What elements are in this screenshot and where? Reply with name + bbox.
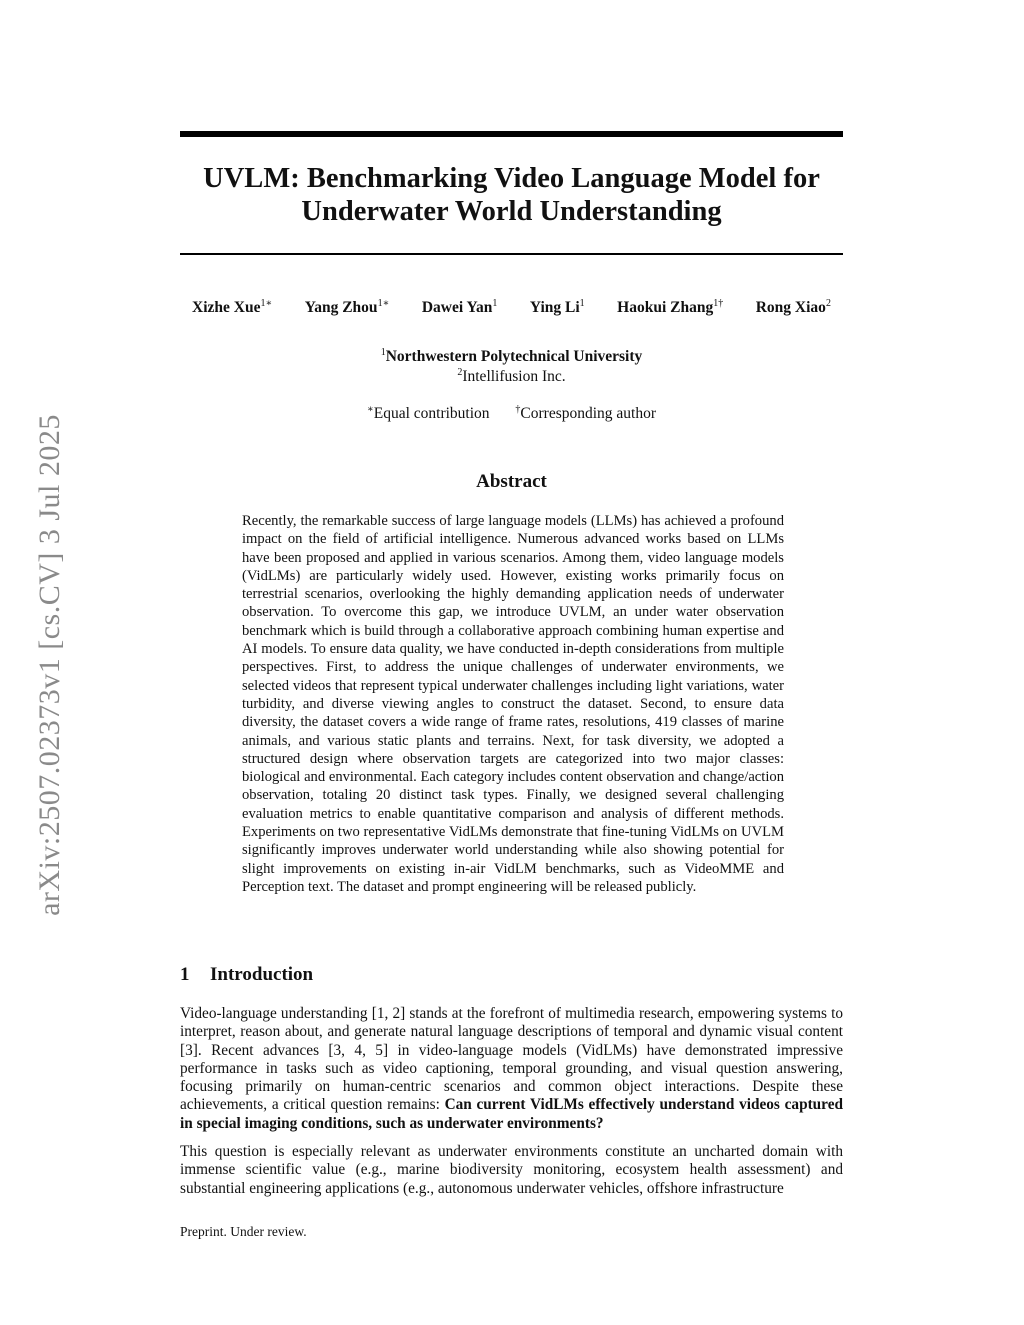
- title-bottom-rule: [180, 253, 843, 255]
- section-title: Introduction: [210, 964, 314, 985]
- author-list: [180, 298, 843, 317]
- abstract-text: Recently, the remarkable success of large language models (LLMs) has achieved a profound impact on the field of artificial intelligence. Numerous advanced works based on LLMs have been proposed and applied in various scenarios. Among them, video language models (VidLMs) are particularly widely used. However, existing works primarily focus on terrestrial scenarios, overlooking the highly demanding application needs of underwater observation. To overcome this gap, we introduce UVLM, an under water observation benchmark which is build through a collaborative approach combining human expertise and AI models. To ensure data quality, we have conducted in-depth considerations from multiple perspectives. First, to address the unique challenges of underwater environments, we selected videos that represent typical underwater challenges including light variations, water turbidity, and diverse viewing angles to construct the dataset. Second, to ensure data diversity, the dataset covers a wide range of frame rates, resolutions, 419 classes of marine animals, and various static plants and terrains. Next, for task diversity, we adopted a structured design where observation targets are categorized into two major classes: biological and environmental. Each category includes content observation and change/action observation, totaling 20 distinct task types. Finally, we designed several challenging evaluation metrics to enable quantitative comparison and analysis of different methods. Experiments on two representative VidLMs demonstrate that fine-tuning VidLMs on UVLM significantly improves underwater world understanding while also showing potential for slight improvements on existing in-air VidLM benchmarks, such as VideoMME and Perception text. The dataset and prompt engineering will be released publicly.: [242, 513, 784, 895]
- paper-title: [180, 162, 843, 228]
- author: Ying Li$^1$: [529, 298, 585, 317]
- corresponding-author-note: †Corresponding author: [515, 404, 657, 423]
- intro-paragraph-1: Video-language understanding [1, 2] stands at the forefront of multimedia research, empowering systems to interpret, reason about, and generate natural language descriptions of temporal and dynamic visual content [3]. Recent advances [3, 4, 5] in video-language models (VidLMs) have demonstrated impressive performance in tasks such as video captioning, temporal grounding, and visual question answering, focusing primarily on human-centric scenarios and common object interactions. Despite these achievements, a critical question remains: Can current VidLMs effectively understand videos captured in special imaging conditions, such as underwater environments?: [180, 1005, 843, 1132]
- author: Xizhe Xue$^{1∗}$: [192, 298, 273, 317]
- affiliation-1: $^1$Northwestern Polytechnical University: [380, 347, 643, 366]
- key-question: Can current VidLMs effectively understand videos captured in special imaging conditions, such as underwater environments?: [180, 1096, 843, 1132]
- section-heading-introduction: [180, 964, 313, 986]
- author: Rong Xiao$^2$: [755, 298, 831, 317]
- title-line-1: UVLM: Benchmarking Video Language Model for: [203, 163, 820, 194]
- author: Dawei Yan$^1$: [421, 298, 498, 317]
- affiliation-2: $^2$Intellifusion Inc.: [457, 367, 566, 386]
- author: Haokui Zhang$^{1\dagger}$: [617, 298, 724, 317]
- title-line-2: Underwater World Understanding: [301, 196, 722, 227]
- title-top-rule: [180, 131, 843, 137]
- section-number: 1: [180, 964, 190, 985]
- author: Yang Zhou$^{1∗}$: [304, 298, 390, 317]
- footer-preprint-note: Preprint. Under review.: [180, 1224, 307, 1239]
- author-notes: [180, 404, 843, 423]
- arxiv-identifier: arXiv:2507.02373v1 [cs.CV] 3 Jul 2025: [33, 414, 66, 916]
- abstract-heading: Abstract: [476, 471, 547, 492]
- equal-contribution-note: ∗Equal contribution: [366, 404, 490, 423]
- intro-paragraph-2: This question is especially relevant as underwater environments constitute an uncharted domain with immense scientific value (e.g., marine biodiversity monitoring, ecosystem health assessment) and substantial engineering applications (e.g., autonomous underwater vehicles, offshore infrastructure: [180, 1143, 843, 1197]
